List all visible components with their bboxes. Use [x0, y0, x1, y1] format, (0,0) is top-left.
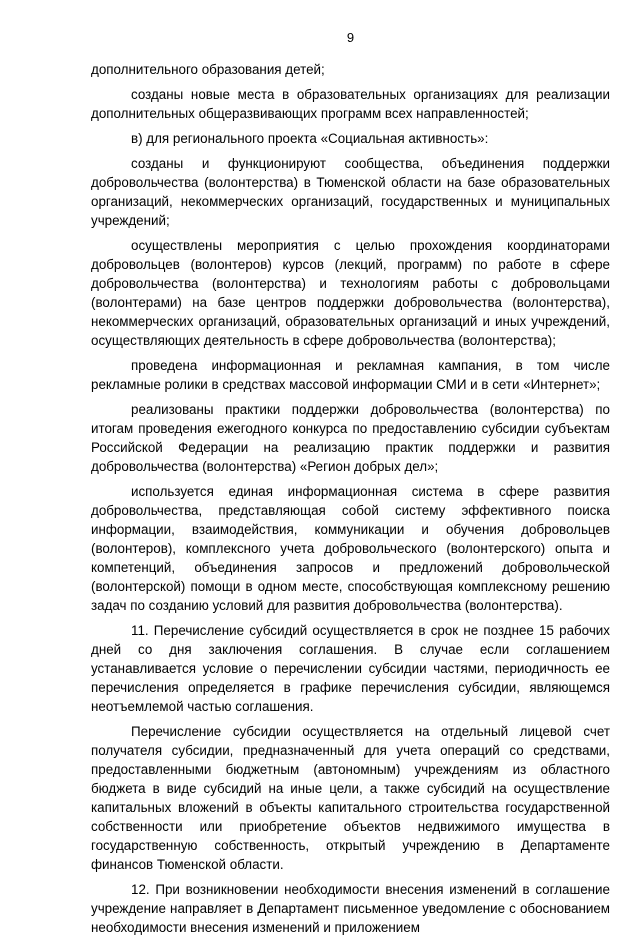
- paragraph: Перечисление субсидии осуществляется на отдельный лицевой счет получателя субсидии, предназначенный для учета операций со средствами, предоставленными бюджетным (автономным) учреждениям из областного бюджета в виде субсидий на иные цели, а также субсидий на осуществление капитальных вложений в объекты капитального строительства государственной собственности или приобретение объектов недвижимого имущества в государственную собственность, открытый учреждению в Департаменте финансов Тюменской области.: [91, 724, 610, 872]
- paragraph: созданы новые места в образовательных организациях для реализации дополнительных общеразвивающих программ всех направленностей;: [91, 87, 610, 121]
- paragraph: 11. Перечисление субсидий осуществляется в срок не позднее 15 рабочих дней со дня заключения соглашения. В случае если соглашением устанавливается условие о перечислении субсидии частями, периодичность ее перечисления определяется в графике перечисления субсидии, являющемся неотъемлемой частью соглашения.: [91, 623, 610, 714]
- page-number: 9: [346, 30, 355, 45]
- paragraph: 12. При возникновении необходимости внесения изменений в соглашение учреждение направляет в Департамент письменное уведомление с обоснованием необходимости внесения изменений и приложением: [91, 882, 610, 935]
- paragraph: в) для регионального проекта «Социальная активность»:: [131, 131, 489, 146]
- paragraph: проведена информационная и рекламная кампания, в том числе рекламные ролики в средствах массовой информации СМИ и в сети «Интернет»;: [91, 358, 610, 392]
- paragraph: созданы и функционируют сообщества, объединения поддержки добровольчества (волонтерства) в Тюменской области на базе образовательных организаций, некоммерческих организаций, государственных и муниципальных учреждений;: [91, 156, 610, 228]
- paragraph: используется единая информационная система в сфере развития добровольчества, представляющая собой систему эффективного поиска информации, взаимодействия, коммуникации и обучения добровольцев (волонтеров), комплексного учета добровольческого (волонтерского) опыта и компетенций, объединения запросов и предложений добровольческой (волонтерской) помощи в одном месте, способствующая комплексному решению задач по созданию условий для развития добровольчества (волонтерства).: [91, 484, 610, 613]
- paragraph: дополнительного образования детей;: [91, 62, 325, 77]
- paragraph: реализованы практики поддержки добровольчества (волонтерства) по итогам проведения ежегодного конкурса по предоставлению субсидии субъектам Российской Федерации на реализацию практик поддержки и развития добровольчества (волонтерства) «Регион добрых дел»;: [91, 402, 610, 474]
- document-body: [91, 60, 610, 937]
- paragraph: осуществлены мероприятия с целью прохождения координаторами добровольцев (волонтеров) курсов (лекций, программ) по работе в сфере добровольчества (волонтерства) и технологиям работы с добровольцами (волонтерами) на базе центров поддержки добровольчества (волонтерства), некоммерческих организаций, образовательных организаций и иных учреждений, осуществляющих деятельность в сфере добровольчества (волонтерства);: [91, 238, 610, 348]
